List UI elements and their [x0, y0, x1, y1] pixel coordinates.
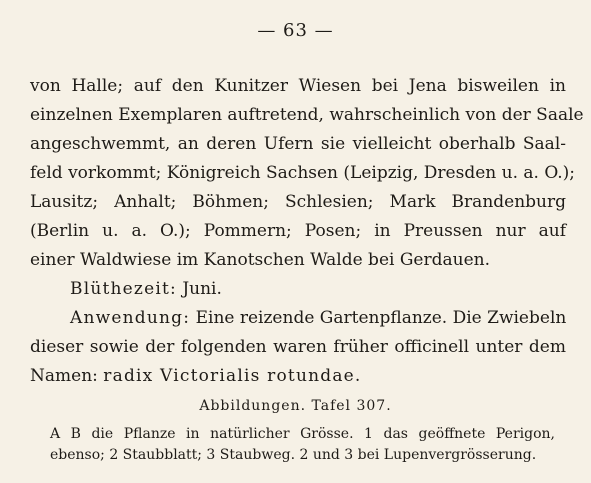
- anwendung-prefix: Namen:: [30, 366, 98, 386]
- figures-caption: [50, 424, 555, 466]
- text-line: einer Waldwiese im Kanotschen Walde bei Gerdauen.: [30, 250, 490, 270]
- page-number: — 63 —: [257, 20, 334, 41]
- anwendung-text: Eine reizende Gartenpflanze. Die Zwiebeln: [195, 308, 567, 328]
- text-line: dieser sowie der folgenden waren früher officinell unter dem: [30, 337, 566, 357]
- caption-line: ebenso; 2 Staubblatt; 3 Staubweg. 2 und 3 bei Lupenvergrösserung.: [50, 447, 537, 463]
- caption-line: A B die Pflanze in natürlicher Grösse. 1 das geöffnete Perigon,: [50, 426, 555, 442]
- drug-name: radix Victorialis rotundae.: [103, 366, 362, 386]
- text-line: (Berlin u. a. O.); Pommern; Posen; in Preussen nur auf: [30, 221, 566, 241]
- text-line: Lausitz; Anhalt; Böhmen; Schlesien; Mark Brandenburg: [30, 192, 566, 212]
- bluethezeit-line: [30, 275, 566, 304]
- bluethezeit-value: Juni.: [182, 279, 222, 299]
- anwendung-last-line: [30, 362, 566, 391]
- anwendung-label: Anwendung:: [70, 308, 191, 328]
- body-text: [30, 72, 584, 391]
- bluethezeit-label: Blüthezeit:: [70, 279, 177, 299]
- text-line: einzelnen Exemplaren auftretend, wahrscheinlich von der Saale: [30, 105, 584, 125]
- text-line: feld vorkommt; Königreich Sachsen (Leipzig, Dresden u. a. O.);: [30, 163, 576, 183]
- anwendung-line: [30, 304, 566, 333]
- text-line: angeschwemmt, an deren Ufern sie vielleicht oberhalb Saal-: [30, 134, 566, 154]
- figures-heading: Abbildungen. Tafel 307.: [199, 398, 392, 414]
- text-line: von Halle; auf den Kunitzer Wiesen bei Jena bisweilen in: [30, 76, 566, 96]
